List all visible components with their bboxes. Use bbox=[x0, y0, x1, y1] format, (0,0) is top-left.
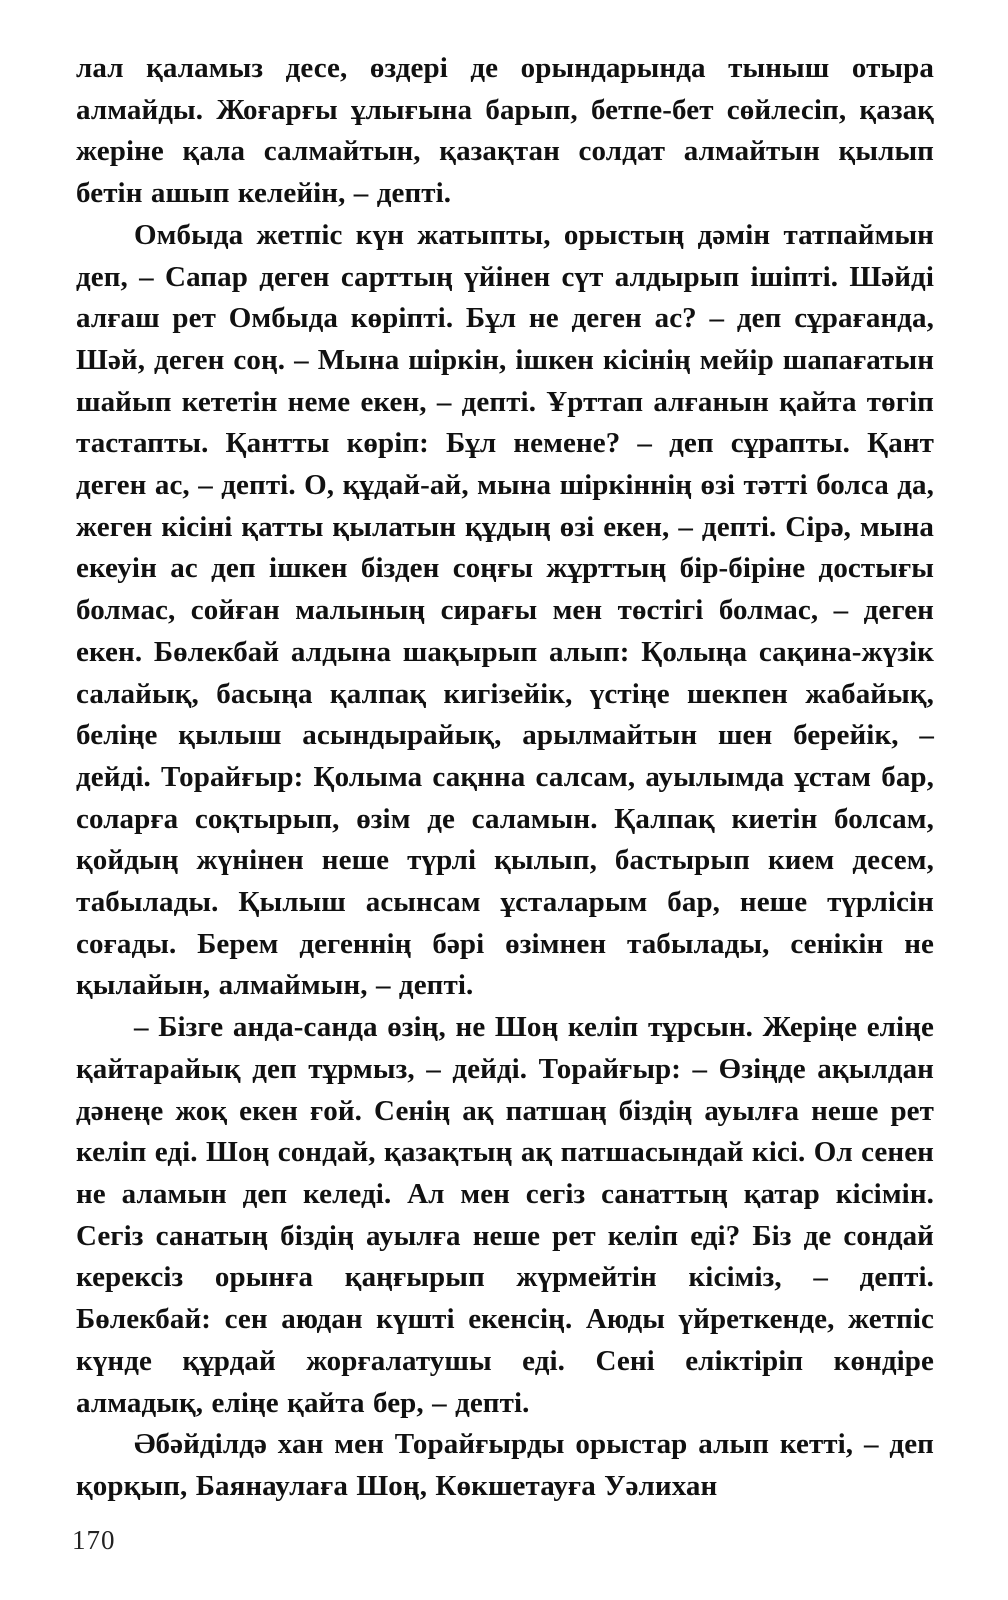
paragraph-3: – Бізге анда-санда өзің, не Шоң келіп тұрсын. Жеріңе еліңе қайтарайық деп тұрмыз, – дейді. Торайғыр: – Өзіңде ақылдан дәнеңе жоқ екен ғой. Сенің ақ патшаң біздің ауылға неше рет келіп еді. Шоң сондай, қазақтың ақ патшасындай кісі. Ол сенен не аламын деп келеді. Ал мен сегіз санаттың қатар кісімін. Сегіз санатың біздің ауылға неше рет келіп еді? Біз де сондай керексіз орынға қаңғырып жүрмейтін кісіміз, – депті. Бөлекбай: сен аюдан күшті екенсің. Аюды үйреткенде, жетпіс күнде құрдай жорғалатушы еді. Сені еліктіріп көндіре алмадық, еліңе қайта бер, – депті. bbox=[76, 1011, 934, 1419]
paragraph-1: лал қаламыз десе, өздері де орындарында тыныш отыра алмайды. Жоғарғы ұлығына барып, бетпе-бет сөйлесіп, қазақ жеріне қала салмайтын, қазақтан солдат алмайтын қылып бетін ашып келейін, – депті. bbox=[76, 52, 934, 210]
page-number: 170 bbox=[72, 1525, 116, 1555]
paragraph-2: Омбыда жетпіс күн жатыпты, орыстың дәмін татпаймын деп, – Сапар деген сарттың үйінен сүт алдырып ішіпті. Шәйді алғаш рет Омбыда көріпті. Бұл не деген ас? – деп сұрағанда, Шәй, деген соң. – Мына шіркін, ішкен кісінің мейір шапағатын шайып кететін неме екен, – депті. Ұрттап алғанын қайта төгіп тастапты. Қантты көріп: Бұл немене? – деп сұрапты. Қант деген ас, – депті. О, құдай-ай, мына шіркіннің өзі тәтті болса да, жеген кісіні қатты қылатын құдың өзі екен, – депті. Сірә, мына екеуін ас деп ішкен бізден соңғы жұрттың бір-біріне достығы болмас, сойған малының сирағы мен төстігі болмас, – деген екен. Бөлекбай алдына шақырып алып: Қолыңа сақина-жүзік салайық, басыңа қалпақ кигізейік, үстіңе шекпен жабайық, беліңе қылыш асындырайық, арылмайтын шен берейік, – дейді. Торайғыр: Қолыма сақнна салсам, ауылымда ұстам бар, соларға соқтырып, өзім де саламын. Қалпақ киетін болсам, қойдың жүнінен неше түрлі қылып, бастырып кием десем, табылады. Қылыш асынсам ұсталарым бар, неше түрлісін соғады. Берем дегеннің бәрі өзімнен табылады, сенікін не қылайын, алмаймын, – депті. bbox=[76, 218, 934, 1002]
text-block bbox=[76, 48, 934, 1508]
paragraph-4: Әбәйділдә хан мен Торайғырды орыстар алып кетті, – деп қорқып, Баянаулаға Шоң, Көкшетауға Уәлихан bbox=[76, 1428, 934, 1502]
page-body bbox=[76, 48, 934, 1508]
